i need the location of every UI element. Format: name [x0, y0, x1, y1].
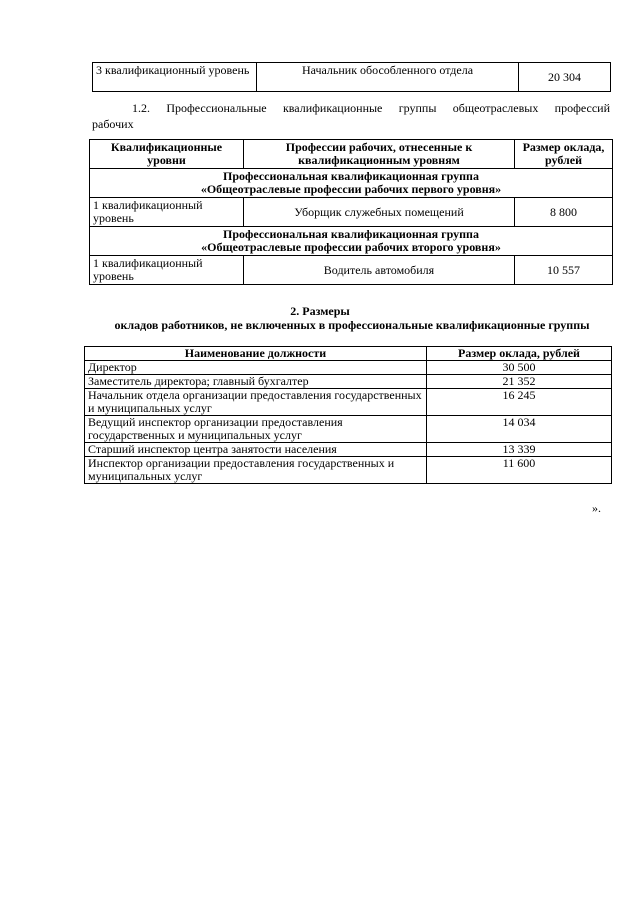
table-row	[85, 443, 612, 457]
group-title-row	[90, 227, 613, 256]
header-salary: Размер оклада, рублей	[515, 140, 613, 169]
table-header-row	[85, 347, 612, 361]
table-header-row	[90, 140, 613, 169]
header-levels: Квалификационные уровни	[90, 140, 244, 169]
group-title-line2: «Общеотраслевые профессии рабочих первого уровня»	[200, 182, 502, 196]
group-title-line2: «Общеотраслевые профессии рабочих второго уровня»	[201, 240, 501, 254]
position-cell: Заместитель директора; главный бухгалтер	[85, 375, 427, 389]
header-salary: Размер оклада, рублей	[427, 347, 612, 361]
group-title-cell	[90, 169, 613, 198]
salary-cell: 11 600	[427, 457, 612, 484]
group-title-line1: Профессиональная квалификационная группа	[223, 227, 479, 241]
section-1-2-heading: 1.2. Профессиональные квалификационные группы общеотраслевых профессий	[132, 101, 610, 115]
position-cell: Инспектор организации предоставления государственных и муниципальных услуг	[85, 457, 427, 484]
salary-cell: 8 800	[515, 198, 613, 227]
header-professions: Профессии рабочих, отнесенные к квалификационным уровням	[244, 140, 515, 169]
table-row	[85, 361, 612, 375]
salary-cell: 14 034	[427, 416, 612, 443]
profession-cell: Начальник обособленного отдела	[257, 63, 519, 92]
group-title-line1: Профессиональная квалификационная группа	[223, 169, 479, 183]
other-positions-table	[84, 346, 612, 484]
position-cell: Ведущий инспектор организации предоставления государственных и муниципальных услуг	[85, 416, 427, 443]
profession-cell: Водитель автомобиля	[244, 256, 515, 285]
table-row	[90, 198, 613, 227]
qualification-level-cell: 3 квалификационный уровень	[93, 63, 257, 92]
position-cell: Начальник отдела организации предоставления государственных и муниципальных услуг	[85, 389, 427, 416]
table-row	[85, 389, 612, 416]
table-row	[85, 457, 612, 484]
profession-cell: Уборщик служебных помещений	[244, 198, 515, 227]
section-2-number-title: 2. Размеры	[290, 304, 350, 318]
group-title-row	[90, 169, 613, 198]
position-cell: Старший инспектор центра занятости населения	[85, 443, 427, 457]
salary-cell: 16 245	[427, 389, 612, 416]
table-row	[85, 416, 612, 443]
salary-cell: 13 339	[427, 443, 612, 457]
header-position: Наименование должности	[85, 347, 427, 361]
qualification-level-cell: 1 квалификационный уровень	[90, 256, 244, 285]
closing-quote: ».	[592, 501, 601, 515]
worker-professions-table	[89, 139, 613, 285]
salary-cell: 21 352	[427, 375, 612, 389]
section-1-2-heading-tail: рабочих	[92, 117, 134, 131]
top-salary-table	[92, 62, 611, 92]
table-row	[93, 63, 611, 92]
salary-cell: 20 304	[519, 63, 611, 92]
salary-cell: 10 557	[515, 256, 613, 285]
table-row	[85, 375, 612, 389]
salary-cell: 30 500	[427, 361, 612, 375]
position-cell: Директор	[85, 361, 427, 375]
qualification-level-cell: 1 квалификационный уровень	[90, 198, 244, 227]
table-row	[90, 256, 613, 285]
group-title-cell	[90, 227, 613, 256]
section-2-title: окладов работников, не включенных в профессиональные квалификационные группы	[114, 318, 590, 332]
